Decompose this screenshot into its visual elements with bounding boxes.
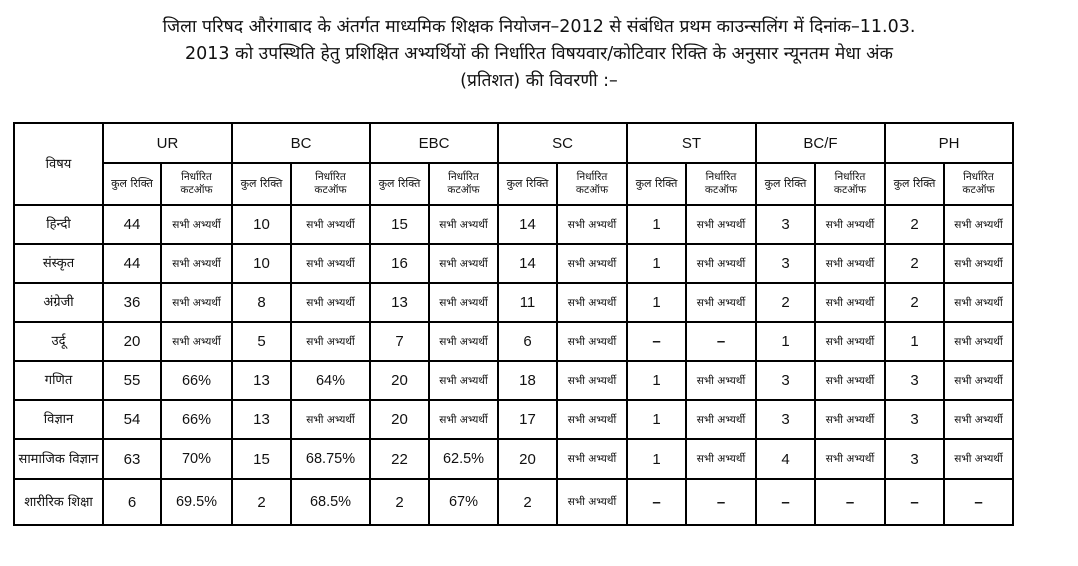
- cutoff-cell: सभी अभ्यर्थी: [429, 244, 498, 283]
- cutoff-cell: सभी अभ्यर्थी: [686, 400, 756, 439]
- cutoff-cell: 66%: [161, 400, 232, 439]
- vacancy-cell: 1: [885, 322, 944, 361]
- cutoff-cell: सभी अभ्यर्थी: [815, 322, 885, 361]
- table-row: [14, 479, 1013, 525]
- vacancy-header: कुल रिक्ति: [756, 163, 815, 205]
- vacancy-cell: 8: [232, 283, 291, 322]
- cutoff-cell: सभी अभ्यर्थी: [686, 244, 756, 283]
- cutoff-header: [557, 163, 627, 205]
- subject-header: विषय: [14, 123, 103, 205]
- vacancy-cell: 22: [370, 439, 429, 479]
- cutoff-header-line2: कटऑफ: [575, 184, 609, 196]
- cutoff-cell: सभी अभ्यर्थी: [161, 283, 232, 322]
- cutoff-header: [161, 163, 232, 205]
- cutoff-cell: सभी अभ्यर्थी: [291, 283, 370, 322]
- cutoff-cell: सभी अभ्यर्थी: [944, 322, 1013, 361]
- cutoff-header-line2: कटऑफ: [962, 184, 995, 196]
- cutoff-cell: सभी अभ्यर्थी: [161, 322, 232, 361]
- cutoff-header: [944, 163, 1013, 205]
- vacancy-cell: 44: [103, 244, 161, 283]
- vacancy-cell: 20: [370, 400, 429, 439]
- vacancy-cell: 3: [885, 361, 944, 400]
- table-row: [14, 322, 1013, 361]
- vacancy-cell: 3: [756, 205, 815, 244]
- vacancy-cell: 54: [103, 400, 161, 439]
- vacancy-cell: 17: [498, 400, 557, 439]
- vacancy-cell: 20: [498, 439, 557, 479]
- cutoff-cell: सभी अभ्यर्थी: [557, 322, 627, 361]
- cutoff-cell: सभी अभ्यर्थी: [944, 361, 1013, 400]
- table-row: [14, 283, 1013, 322]
- vacancy-cell: 18: [498, 361, 557, 400]
- vacancy-cell: 11: [498, 283, 557, 322]
- cutoff-cell: सभी अभ्यर्थी: [291, 322, 370, 361]
- vacancy-cell: 20: [370, 361, 429, 400]
- category-bc: BC: [232, 123, 370, 163]
- vacancy-cell: 3: [756, 400, 815, 439]
- cutoff-cell: सभी अभ्यर्थी: [429, 400, 498, 439]
- title-line-1: जिला परिषद औरंगाबाद के अंतर्गत माध्यमिक शिक्षक नियोजन–2012 से संबंधित प्रथम काउन्सलिंग में दिनांक–11.03.: [162, 17, 916, 37]
- vacancy-cell: 1: [627, 205, 686, 244]
- cutoff-cell: सभी अभ्यर्थी: [686, 439, 756, 479]
- vacancy-cell: –: [627, 479, 686, 525]
- vacancy-cell: 6: [103, 479, 161, 525]
- cutoff-cell: सभी अभ्यर्थी: [686, 361, 756, 400]
- subject-cell: गणित: [14, 361, 103, 400]
- cutoff-cell: सभी अभ्यर्थी: [944, 244, 1013, 283]
- cutoff-cell: सभी अभ्यर्थी: [557, 400, 627, 439]
- cutoff-cell: सभी अभ्यर्थी: [291, 244, 370, 283]
- cutoff-cell: सभी अभ्यर्थी: [944, 439, 1013, 479]
- cutoff-cell: 69.5%: [161, 479, 232, 525]
- title-line-2: 2013 को उपस्थिति हेतु प्रशिक्षित अभ्यर्थियों की निर्धारित विषयवार/कोटिवार रिक्ति के अनुसार न्यूनतम मेधा अंक: [185, 44, 893, 64]
- vacancy-cell: 3: [756, 361, 815, 400]
- vacancy-cell: 3: [885, 439, 944, 479]
- cutoff-table: [13, 122, 1014, 526]
- vacancy-cell: 13: [232, 400, 291, 439]
- cutoff-cell: 68.75%: [291, 439, 370, 479]
- cutoff-header: [291, 163, 370, 205]
- vacancy-cell: 10: [232, 205, 291, 244]
- vacancy-cell: 20: [103, 322, 161, 361]
- vacancy-cell: 1: [756, 322, 815, 361]
- vacancy-cell: 36: [103, 283, 161, 322]
- subject-cell: सामाजिक विज्ञान: [14, 439, 103, 479]
- vacancy-header: कुल रिक्ति: [232, 163, 291, 205]
- cutoff-cell: –: [944, 479, 1013, 525]
- vacancy-cell: 2: [885, 283, 944, 322]
- table-row: [14, 205, 1013, 244]
- vacancy-header: कुल रिक्ति: [885, 163, 944, 205]
- cutoff-cell: 62.5%: [429, 439, 498, 479]
- cutoff-cell: सभी अभ्यर्थी: [815, 400, 885, 439]
- vacancy-cell: 1: [627, 439, 686, 479]
- cutoff-cell: सभी अभ्यर्थी: [686, 205, 756, 244]
- table-row: [14, 361, 1013, 400]
- cutoff-cell: 68.5%: [291, 479, 370, 525]
- cutoff-cell: सभी अभ्यर्थी: [429, 361, 498, 400]
- table-row: [14, 244, 1013, 283]
- cutoff-cell: 66%: [161, 361, 232, 400]
- cutoff-cell: –: [686, 479, 756, 525]
- cutoff-cell: सभी अभ्यर्थी: [686, 283, 756, 322]
- vacancy-cell: 44: [103, 205, 161, 244]
- cutoff-cell: सभी अभ्यर्थी: [944, 205, 1013, 244]
- category-st: ST: [627, 123, 756, 163]
- subject-cell: शारीरिक शिक्षा: [14, 479, 103, 525]
- vacancy-cell: 2: [885, 244, 944, 283]
- cutoff-cell: सभी अभ्यर्थी: [557, 205, 627, 244]
- cutoff-header: [686, 163, 756, 205]
- document-title: [0, 14, 1078, 95]
- subject-cell: हिन्दी: [14, 205, 103, 244]
- subject-cell: अंग्रेजी: [14, 283, 103, 322]
- vacancy-cell: 15: [232, 439, 291, 479]
- vacancy-cell: 1: [627, 361, 686, 400]
- cutoff-cell: सभी अभ्यर्थी: [429, 283, 498, 322]
- cutoff-header-line2: कटऑफ: [314, 184, 347, 196]
- subject-cell: विज्ञान: [14, 400, 103, 439]
- vacancy-cell: 3: [885, 400, 944, 439]
- vacancy-cell: 7: [370, 322, 429, 361]
- cutoff-cell: सभी अभ्यर्थी: [815, 244, 885, 283]
- cutoff-header-line1: निर्धारित: [315, 171, 346, 183]
- vacancy-cell: –: [885, 479, 944, 525]
- cutoff-header: [429, 163, 498, 205]
- subject-cell: उर्दू: [14, 322, 103, 361]
- cutoff-header: [815, 163, 885, 205]
- cutoff-header-line1: निर्धारित: [705, 171, 737, 183]
- vacancy-cell: 1: [627, 400, 686, 439]
- table-row: [14, 400, 1013, 439]
- cutoff-cell: सभी अभ्यर्थी: [557, 479, 627, 525]
- category-ur: UR: [103, 123, 232, 163]
- cutoff-cell: सभी अभ्यर्थी: [161, 244, 232, 283]
- vacancy-cell: 14: [498, 205, 557, 244]
- cutoff-cell: –: [686, 322, 756, 361]
- vacancy-cell: 2: [885, 205, 944, 244]
- vacancy-cell: 1: [627, 244, 686, 283]
- title-line-3: (प्रतिशत) की विवरणी :–: [460, 71, 618, 91]
- vacancy-cell: 13: [370, 283, 429, 322]
- vacancy-cell: 6: [498, 322, 557, 361]
- table-row: [14, 439, 1013, 479]
- cutoff-cell: –: [815, 479, 885, 525]
- vacancy-cell: 13: [232, 361, 291, 400]
- vacancy-cell: 16: [370, 244, 429, 283]
- cutoff-header-line2: कटऑफ: [704, 184, 738, 196]
- vacancy-cell: –: [756, 479, 815, 525]
- cutoff-cell: सभी अभ्यर्थी: [815, 439, 885, 479]
- vacancy-cell: 3: [756, 244, 815, 283]
- cutoff-cell: सभी अभ्यर्थी: [161, 205, 232, 244]
- cutoff-cell: 70%: [161, 439, 232, 479]
- category-ph: PH: [885, 123, 1013, 163]
- cutoff-cell: सभी अभ्यर्थी: [291, 400, 370, 439]
- vacancy-header: कुल रिक्ति: [498, 163, 557, 205]
- vacancy-cell: 10: [232, 244, 291, 283]
- cutoff-cell: सभी अभ्यर्थी: [429, 205, 498, 244]
- vacancy-cell: 5: [232, 322, 291, 361]
- vacancy-cell: 4: [756, 439, 815, 479]
- cutoff-cell: सभी अभ्यर्थी: [815, 283, 885, 322]
- cutoff-header-line1: निर्धारित: [448, 171, 479, 183]
- cutoff-cell: सभी अभ्यर्थी: [291, 205, 370, 244]
- cutoff-cell: सभी अभ्यर्थी: [429, 322, 498, 361]
- cutoff-header-line1: निर्धारित: [963, 171, 994, 183]
- vacancy-header: कुल रिक्ति: [627, 163, 686, 205]
- cutoff-cell: सभी अभ्यर्थी: [944, 283, 1013, 322]
- cutoff-cell: सभी अभ्यर्थी: [557, 439, 627, 479]
- vacancy-cell: –: [627, 322, 686, 361]
- vacancy-cell: 1: [627, 283, 686, 322]
- cutoff-header-line2: कटऑफ: [833, 184, 867, 196]
- cutoff-header-line1: निर्धारित: [834, 171, 866, 183]
- vacancy-cell: 2: [498, 479, 557, 525]
- vacancy-cell: 14: [498, 244, 557, 283]
- vacancy-cell: 2: [370, 479, 429, 525]
- category-bcf: BC/F: [756, 123, 885, 163]
- category-header-row: [14, 123, 1013, 163]
- cutoff-cell: 67%: [429, 479, 498, 525]
- cutoff-header-line2: कटऑफ: [447, 184, 480, 196]
- subject-cell: संस्कृत: [14, 244, 103, 283]
- cutoff-cell: सभी अभ्यर्थी: [557, 361, 627, 400]
- vacancy-header: कुल रिक्ति: [370, 163, 429, 205]
- cutoff-header-line1: निर्धारित: [576, 171, 608, 183]
- vacancy-cell: 55: [103, 361, 161, 400]
- cutoff-cell: सभी अभ्यर्थी: [557, 283, 627, 322]
- cutoff-cell: सभी अभ्यर्थी: [944, 400, 1013, 439]
- cutoff-cell: सभी अभ्यर्थी: [557, 244, 627, 283]
- category-ebc: EBC: [370, 123, 498, 163]
- vacancy-cell: 63: [103, 439, 161, 479]
- cutoff-header-line1: निर्धारित: [181, 171, 212, 183]
- cutoff-header-line2: कटऑफ: [180, 184, 213, 196]
- sub-header-row: [14, 163, 1013, 205]
- vacancy-header: कुल रिक्ति: [103, 163, 161, 205]
- vacancy-cell: 2: [232, 479, 291, 525]
- vacancy-cell: 15: [370, 205, 429, 244]
- category-sc: SC: [498, 123, 627, 163]
- cutoff-cell: सभी अभ्यर्थी: [815, 205, 885, 244]
- cutoff-cell: सभी अभ्यर्थी: [815, 361, 885, 400]
- vacancy-cell: 2: [756, 283, 815, 322]
- cutoff-cell: 64%: [291, 361, 370, 400]
